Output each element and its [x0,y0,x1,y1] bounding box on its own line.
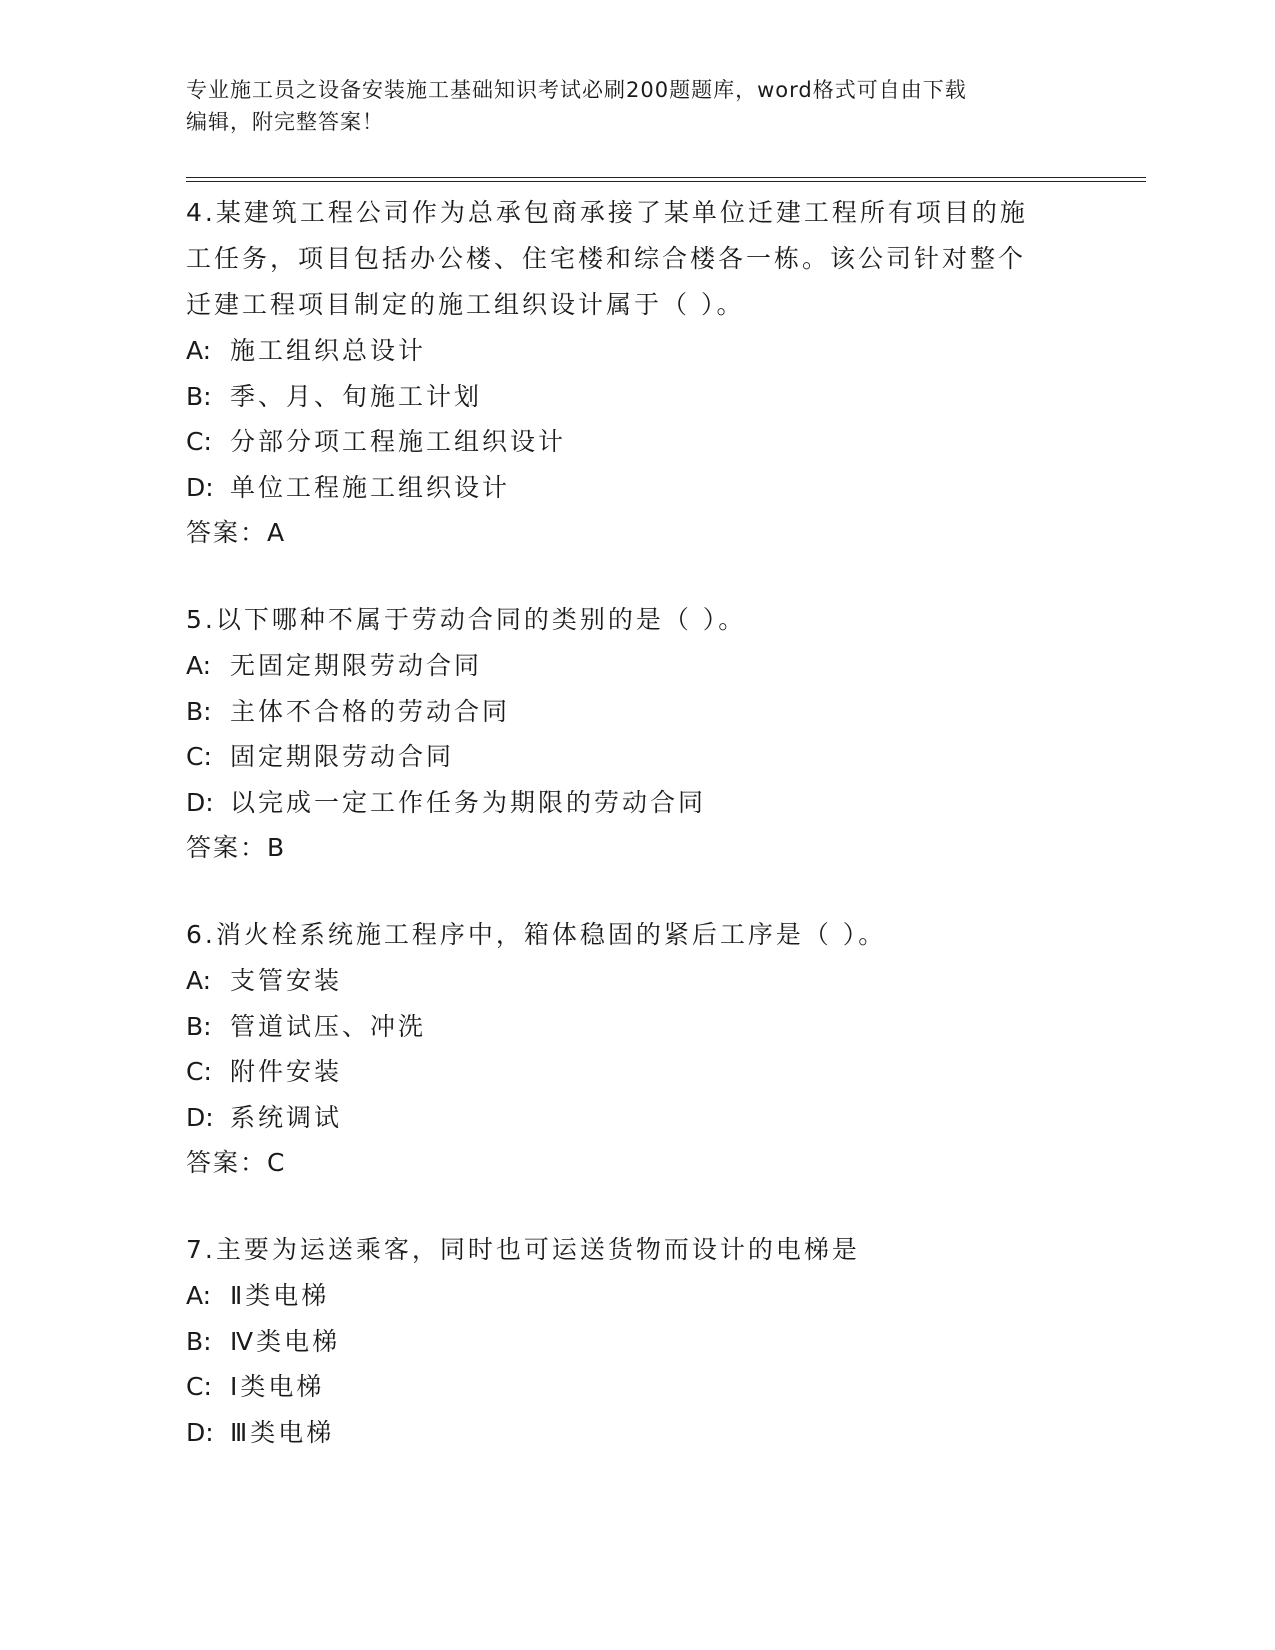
option-a [186,958,1066,1004]
header-line-2: 编辑，附完整答案！ [186,110,384,134]
option-key: C: [186,1057,212,1086]
option-text: 以完成一定工作任务为期限的劳动合同 [230,787,707,817]
option-a [186,328,1066,374]
option-key: B: [186,1326,212,1356]
question-list [186,190,1066,1496]
option-c [186,734,1066,780]
option-key: A: [186,336,212,365]
option-key: D: [186,1417,214,1447]
option-key: A: [186,1281,212,1310]
question-text: 4.某建筑工程公司作为总承包商承接了某单位迁建工程所有项目的施 [186,198,1028,227]
option-key: D: [186,472,214,502]
answer-line [186,825,1066,871]
option-d [186,465,1066,511]
option-text: 无固定期限劳动合同 [230,651,483,680]
option-key: A: [186,966,212,995]
option-key: D: [186,787,214,817]
answer-value: B [267,833,286,862]
option-key: C: [186,1372,212,1401]
option-d [186,1410,1066,1456]
option-key: B: [186,696,212,726]
option-text: 支管安装 [230,966,343,995]
option-text: 单位工程施工组织设计 [230,472,511,502]
document-header [186,74,1066,138]
option-a [186,643,1066,689]
option-text: Ⅲ类电梯 [230,1417,335,1447]
option-text: 系统调试 [230,1102,343,1132]
option-key: C: [186,427,212,456]
option-key: D: [186,1102,214,1132]
question-text: 7.主要为运送乘客，同时也可运送货物而设计的电梯是 [186,1235,860,1264]
option-b [186,1319,1066,1365]
option-text: 施工组织总设计 [230,336,427,365]
answer-label: 答案： [186,518,268,547]
option-d [186,780,1066,826]
option-text: 管道试压、冲洗 [230,1011,427,1041]
option-a [186,1273,1066,1319]
option-text: 分部分项工程施工组织设计 [230,427,567,456]
option-b [186,374,1066,420]
header-line-1: 专业施工员之设备安装施工基础知识考试必刷200题题库，word格式可自由下载 [186,78,967,102]
option-key: B: [186,381,212,411]
option-c [186,1364,1066,1410]
option-c [186,419,1066,465]
option-text: Ⅳ类电梯 [230,1326,341,1356]
question-6 [186,912,1066,1186]
option-key: A: [186,651,212,680]
question-5 [186,597,1066,871]
option-text: Ⅱ类电梯 [230,1281,330,1310]
question-text: 工任务，项目包括办公楼、住宅楼和综合楼各一栋。该公司针对整个 [186,244,1027,273]
question-text: 6.消火栓系统施工程序中，箱体稳固的紧后工序是（ ）。 [186,920,887,949]
option-text: 主体不合格的劳动合同 [230,696,511,726]
question-7 [186,1227,1066,1455]
answer-value: A [267,518,286,547]
option-text: 季、月、旬施工计划 [230,381,483,411]
option-text: 附件安装 [230,1057,343,1086]
answer-line [186,1140,1066,1186]
option-b [186,689,1066,735]
question-text: 5.以下哪种不属于劳动合同的类别的是（ ）。 [186,605,747,634]
header-divider-bottom [186,181,1146,182]
option-key: C: [186,742,212,771]
answer-value: C [267,1148,286,1177]
option-text: Ⅰ类电梯 [230,1372,325,1401]
option-key: B: [186,1011,212,1041]
answer-line [186,510,1066,556]
question-text: 迁建工程项目制定的施工组织设计属于（ ）。 [186,290,745,319]
option-d [186,1095,1066,1141]
answer-label: 答案： [186,1148,268,1177]
option-text: 固定期限劳动合同 [230,742,455,771]
answer-label: 答案： [186,833,268,862]
option-c [186,1049,1066,1095]
header-divider-top [186,177,1146,178]
option-b [186,1004,1066,1050]
question-4 [186,190,1066,556]
